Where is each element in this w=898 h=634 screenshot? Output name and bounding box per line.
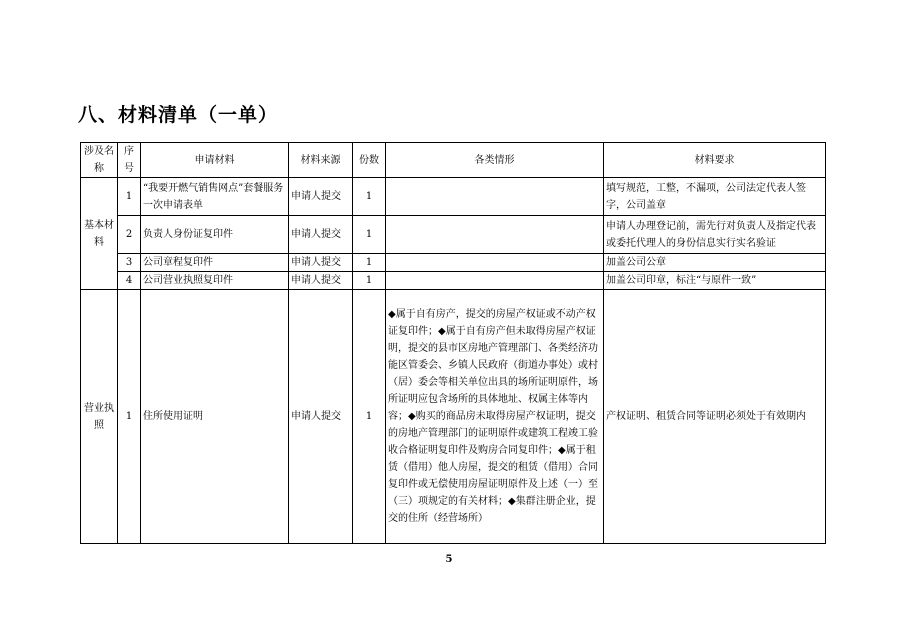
header-domain: 涉及名称 xyxy=(81,143,118,178)
situation-cell xyxy=(386,178,604,216)
page-number: 5 xyxy=(445,554,453,565)
section-title: 八、材料清单（一单） xyxy=(78,104,279,126)
seq-cell: 1 xyxy=(118,178,141,216)
requirement-cell: 产权证明、租赁合同等证明必须处于有效期内 xyxy=(604,290,826,544)
table-header-row xyxy=(81,143,826,178)
source-cell: 申请人提交 xyxy=(289,216,353,254)
source-cell: 申请人提交 xyxy=(289,272,353,290)
material-cell: “我要开燃气销售网点”套餐服务一次申请表单 xyxy=(141,178,289,216)
header-source: 材料来源 xyxy=(289,143,353,178)
situation-cell xyxy=(386,216,604,254)
seq-cell: 2 xyxy=(118,216,141,254)
material-cell: 公司营业执照复印件 xyxy=(141,272,289,290)
source-cell: 申请人提交 xyxy=(289,290,353,544)
source-cell: 申请人提交 xyxy=(289,254,353,272)
copies-cell: 1 xyxy=(353,290,386,544)
copies-cell: 1 xyxy=(353,272,386,290)
materials-table-body xyxy=(81,143,826,544)
requirement-cell: 加盖公司公章 xyxy=(604,254,826,272)
table-row xyxy=(81,272,826,290)
situation-cell: ◆属于自有房产，提交的房屋产权证或不动产权证复印件；◆属于自有房产但未取得房屋产权证明，提交的县市区房地产管理部门、各类经济功能区管委会、乡镇人民政府（街道办事处）或村（居）委会等相关单位出具的场所证明原件，场所证明应包含场所的具体地址、权属主体等内容；◆购买的商品房未取得房屋产权证明，提交的房地产管理部门的证明原件或建筑工程竣工验收合格证明复印件及购房合同复印件；◆属于租赁（借用）他人房屋，提交的租赁（借用）合同复印件或无偿使用房屋证明原件及上述（一）至（三）项规定的有关材料；◆集群注册企业，提交的住所（经营场所） xyxy=(386,290,604,544)
table-row xyxy=(81,178,826,216)
header-material: 申请材料 xyxy=(141,143,289,178)
table-row xyxy=(81,216,826,254)
group-name-cell: 营业执照 xyxy=(81,290,118,544)
table-row xyxy=(81,290,826,544)
requirement-cell: 填写规范，工整，不漏项，公司法定代表人签字，公司盖章 xyxy=(604,178,826,216)
material-cell: 负责人身份证复印件 xyxy=(141,216,289,254)
situation-cell xyxy=(386,272,604,290)
header-copies: 份数 xyxy=(353,143,386,178)
header-situation: 各类情形 xyxy=(386,143,604,178)
requirement-cell: 申请人办理登记前，需先行对负责人及指定代表或委托代理人的身份信息实行实名验证 xyxy=(604,216,826,254)
header-requirement: 材料要求 xyxy=(604,143,826,178)
copies-cell: 1 xyxy=(353,254,386,272)
material-cell: 公司章程复印件 xyxy=(141,254,289,272)
source-cell: 申请人提交 xyxy=(289,178,353,216)
seq-cell: 1 xyxy=(118,290,141,544)
group-name-cell: 基本材料 xyxy=(81,178,118,290)
copies-cell: 1 xyxy=(353,178,386,216)
seq-cell: 4 xyxy=(118,272,141,290)
requirement-cell: 加盖公司印章，标注“与原件一致” xyxy=(604,272,826,290)
table-row xyxy=(81,254,826,272)
seq-cell: 3 xyxy=(118,254,141,272)
copies-cell: 1 xyxy=(353,216,386,254)
header-seq: 序号 xyxy=(118,143,141,178)
materials-table xyxy=(80,142,826,544)
material-cell: 住所使用证明 xyxy=(141,290,289,544)
situation-cell xyxy=(386,254,604,272)
